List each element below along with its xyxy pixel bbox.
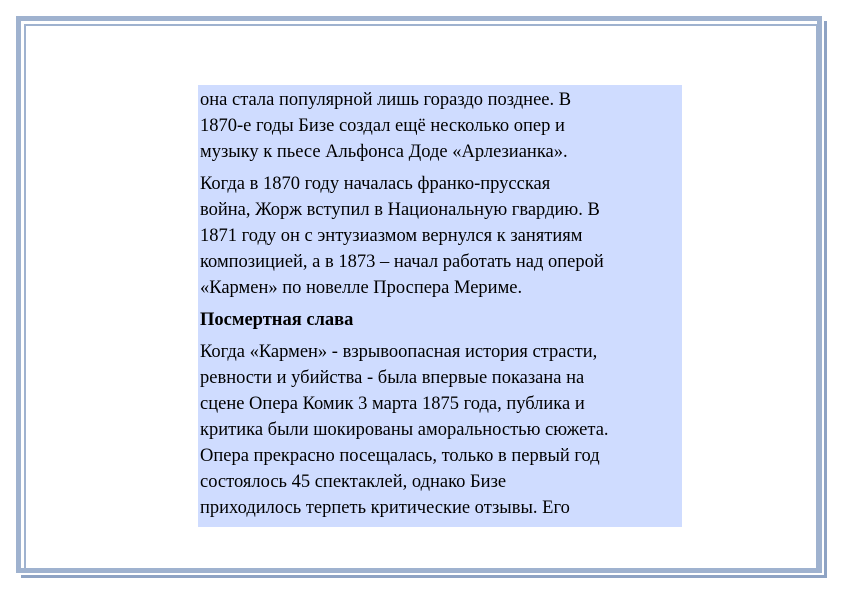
text-line: сцене Опера Комик 3 марта 1875 года, публика и xyxy=(200,394,585,414)
text-line: 1870-е годы Бизе создал ещё несколько опер и xyxy=(200,116,565,136)
text-line: приходилось терпеть критические отзывы. Его xyxy=(200,498,570,518)
text-line: Когда в 1870 году началась франко-прусская xyxy=(200,174,551,194)
text-line: Когда «Кармен» - взрывоопасная история страсти, xyxy=(200,342,598,362)
text-line: композицией, а в 1873 – начал работать над оперой xyxy=(200,252,604,272)
text-line: «Кармен» по новелле Проспера Мериме. xyxy=(200,278,523,298)
paragraph-2 xyxy=(200,171,680,301)
text-box[interactable] xyxy=(198,85,682,527)
text-line: 1871 году он с энтузиазмом вернулся к занятиям xyxy=(200,226,583,246)
section-heading: Посмертная слава xyxy=(200,310,354,330)
text-line: критика были шокированы аморальностью сюжета. xyxy=(200,420,609,440)
text-line: состоялось 45 спектаклей, однако Бизе xyxy=(200,472,507,492)
text-line: музыку к пьесе Альфонса Доде «Арлезианка». xyxy=(200,142,568,162)
text-line: она стала популярной лишь гораздо позднее. В xyxy=(200,90,572,110)
text-line: ревности и убийства - была впервые показана на xyxy=(200,368,585,388)
text-line: война, Жорж вступил в Национальную гвардию. В xyxy=(200,200,600,220)
text-line: Опера прекрасно посещалась, только в первый год xyxy=(200,446,600,466)
paragraph-3 xyxy=(200,339,680,521)
paragraph-1 xyxy=(200,87,680,165)
